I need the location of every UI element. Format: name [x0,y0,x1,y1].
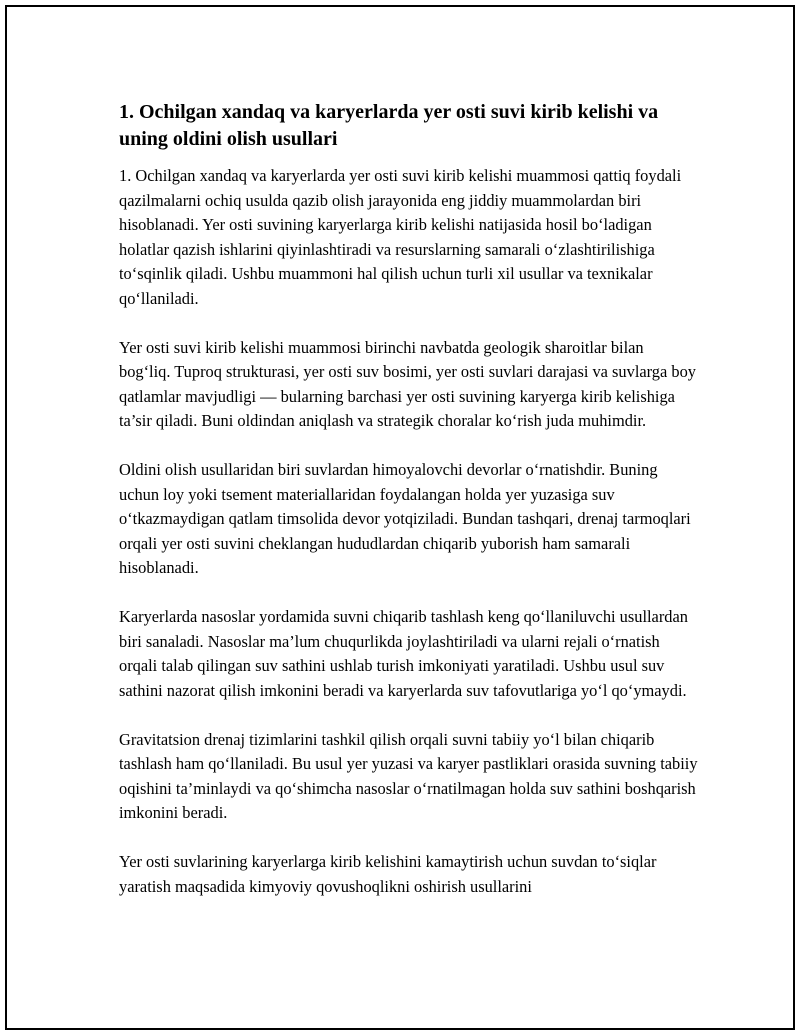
paragraph-3: Oldini olish usullaridan biri suvlardan himoyalovchi devorlar o‘rnatishdir. Buning uchun loy yoki tsement materiallaridan foydalangan holda yer yuzasiga suv o‘tkazmaydigan qatlam timsolida devor yotqiziladi. Bundan tashqari, drenaj tarmoqlari orqali yer osti suvini cheklangan hududlardan chiqarib yuborish ham samarali hisoblanadi. [119,460,691,577]
paragraph-6: Yer osti suvlarining karyerlarga kirib kelishini kamaytirish uchun suvdan to‘siqlar yaratish maqsadida kimyoviy qovushoqlikni oshirish usullarini [119,852,657,896]
document-page [5,5,795,1030]
paragraph-1: 1. Ochilgan xandaq va karyerlarda yer osti suvi kirib kelishi muammosi qattiq foydali qazilmalarni ochiq usulda qazib olish jarayonida eng jiddiy muammolardan biri hisoblanadi. Yer osti suvining karyerlarga kirib kelishi natijasida hosil bo‘ladigan holatlar qazish ishlarini qiyinlashtiradi va resurslarning samarali o‘zlashtirilishiga to‘sqinlik qiladi. Ushbu muammoni hal qilish uchun turli xil usullar va texnikalar qo‘llaniladi. [119,166,682,308]
section-heading: 1. Ochilgan xandaq va karyerlarda yer osti suvi kirib kelishi va uning oldini olish usullari [119,101,659,150]
document-body [119,99,699,924]
paragraph-4: Karyerlarda nasoslar yordamida suvni chiqarib tashlash keng qo‘llaniluvchi usullardan biri sanaladi. Nasoslar ma’lum chuqurlikda joylashtiriladi va ularni rejali o‘rnatish orqali talab qilingan suv sathini ushlab turish imkoniyati yaratiladi. Ushbu usul suv sathini nazorat qilish imkonini beradi va karyerlarda suv tafovutlariga yo‘l qo‘ymaydi. [119,607,688,700]
paragraph-2: Yer osti suvi kirib kelishi muammosi birinchi navbatda geologik sharoitlar bilan bog‘liq. Tuproq strukturasi, yer osti suv bosimi, yer osti suvlari darajasi va suvlarga boy qatlamlar mavjudligi — bularning barchasi yer osti suvining karyerga kirib kelishiga ta’sir qiladi. Buni oldindan aniqlash va strategik choralar ko‘rish juda muhimdir. [119,337,696,430]
paragraph-5: Gravitatsion drenaj tizimlarini tashkil qilish orqali suvni tabiiy yo‘l bilan chiqarib tashlash ham qo‘llaniladi. Bu usul yer yuzasi va karyer pastliklari orasida suvning tabiiy oqishini ta’minlaydi va qo‘shimcha nasoslar o‘rnatilmagan holda suv sathini boshqarish imkonini beradi. [119,729,698,822]
